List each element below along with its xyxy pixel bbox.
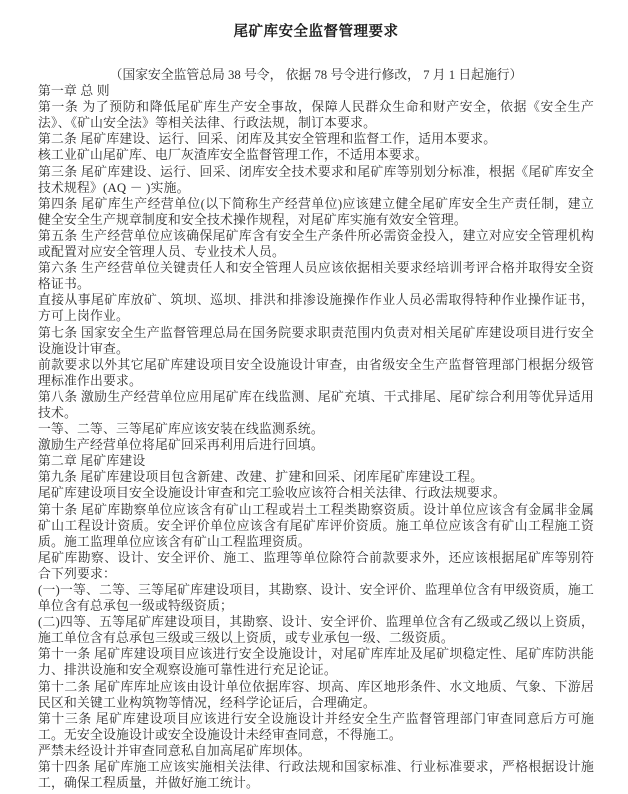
paragraph: 前款要求以外其它尾矿库建设项目安全设施设计审查，由省级安全生产监督管理部门根据分级管理标准作出要求。 bbox=[38, 357, 594, 388]
document-body bbox=[38, 83, 594, 791]
document-subtitle: （国家安全监管总局 38 号令， 依据 78 号令进行修改， 7 月 1 日起施行） bbox=[109, 68, 523, 82]
paragraph: 直接从事尾矿库放矿、筑坝、巡坝、排洪和排渗设施操作作业人员必需取得特种作业操作证书，方可上岗作业。 bbox=[38, 293, 594, 324]
paragraph: (一)一等、二等、三等尾矿库建设项目，其勘察、设计、安全评价、监理单位含有甲级资质，施工单位含有总承包一级或特级资质； bbox=[38, 583, 594, 614]
paragraph: 第三条 尾矿库建设、运行、回采、闭库安全技术要求和尾矿库等别划分标准，根据《尾矿库安全技术规程》(AQ － )实施。 bbox=[38, 164, 594, 195]
paragraph: 核工业矿山尾矿库、电厂灰渣库安全监督管理工作，不适用本要求。 bbox=[38, 148, 428, 163]
paragraph: 第四条 尾矿库生产经营单位(以下简称生产经营单位)应该建立健全尾矿库安全生产责任制，建立健全安全生产规章制度和安全技术操作规程，对尾矿库实施有效安全管理。 bbox=[38, 196, 594, 227]
paragraph: 第十三条 尾矿库建设项目应该进行安全设施设计并经安全生产监督管理部门审查同意后方可施工。无安全设施设计或安全设施设计未经审查同意，不得施工。 bbox=[38, 711, 594, 742]
paragraph: 第十二条 尾矿库库址应该由设计单位依据库容、坝高、库区地形条件、水文地质、气象、下游居民区和关键工业构筑物等情况，经科学论证后，合理确定。 bbox=[38, 679, 594, 710]
paragraph: 第五条 生产经营单位应该确保尾矿库含有安全生产条件所必需资金投入，建立对应安全管理机构或配置对应安全管理人员、专业技术人员。 bbox=[38, 228, 594, 260]
document-title: 尾矿库安全监督管理要求 bbox=[233, 24, 399, 40]
paragraph: 第一条 为了预防和降低尾矿库生产安全事故，保障人民群众生命和财产安全，依据《安全生产法》、《矿山安全法》等相关法律、行政法规，制订本要求。 bbox=[38, 100, 594, 131]
paragraph: 第九条 尾矿库建设项目包含新建、改建、扩建和回采、闭库尾矿库建设工程。 bbox=[38, 470, 484, 485]
paragraph: 第十条 尾矿库勘察单位应该含有矿山工程或岩土工程类勘察资质。设计单位应该含有金属非金属矿山工程设计资质。安全评价单位应该含有尾矿库评价资质。施工单位应该含有矿山工程施工资质。施工监理单位应该含有矿山工程监理资质。 bbox=[38, 502, 594, 549]
paragraph: 第六条 生产经营单位关键责任人和安全管理人员应该依据相关要求经培训考评合格并取得安全资格证书。 bbox=[38, 261, 594, 292]
paragraph: 第八条 激励生产经营单位应用尾矿库在线监测、尾矿充填、干式排尾、尾矿综合利用等优异适用技术。 bbox=[38, 389, 594, 420]
paragraph: 第七条 国家安全生产监督管理总局在国务院要求职责范围内负责对相关尾矿库建设项目进行安全设施设计审查。 bbox=[38, 325, 594, 356]
paragraph: 一等、二等、三等尾矿库应该安装在线监测系统。 bbox=[38, 422, 324, 437]
paragraph: 第一章 总 则 bbox=[38, 84, 110, 99]
paragraph: 尾矿库建设项目安全设施设计审查和完工验收应该符合相关法律、行政法规要求。 bbox=[38, 486, 506, 501]
paragraph: 第十一条 尾矿库建设项目应该进行安全设施设计，对尾矿库库址及尾矿坝稳定性、尾矿库防洪能力、排洪设施和安全观察设施可靠性进行充足论证。 bbox=[38, 647, 594, 678]
paragraph: 严禁未经设计并审查同意私自加高尾矿库坝体。 bbox=[38, 743, 311, 758]
paragraph: 第二章 尾矿库建设 bbox=[38, 454, 146, 469]
paragraph: 尾矿库勘察、设计、安全评价、施工、监理等单位除符合前款要求外，还应该根据尾矿库等别符合下列要求： bbox=[38, 550, 594, 581]
paragraph: 激励生产经营单位将尾矿回采再利用后进行回填。 bbox=[38, 438, 324, 453]
paragraph: 第二条 尾矿库建设、运行、回采、闭库及其安全管理和监督工作，适用本要求。 bbox=[38, 132, 497, 147]
paragraph: (二)四等、五等尾矿库建设项目，其勘察、设计、安全评价、监理单位含有乙级或乙级以上资质，施工单位含有总承包三级或三级以上资质，或专业承包一级、二级资质。 bbox=[38, 615, 594, 646]
paragraph: 第十四条 尾矿库施工应该实施相关法律、行政法规和国家标准、行业标准要求，严格根据设计施工，确保工程质量，并做好施工统计。 bbox=[38, 760, 594, 791]
